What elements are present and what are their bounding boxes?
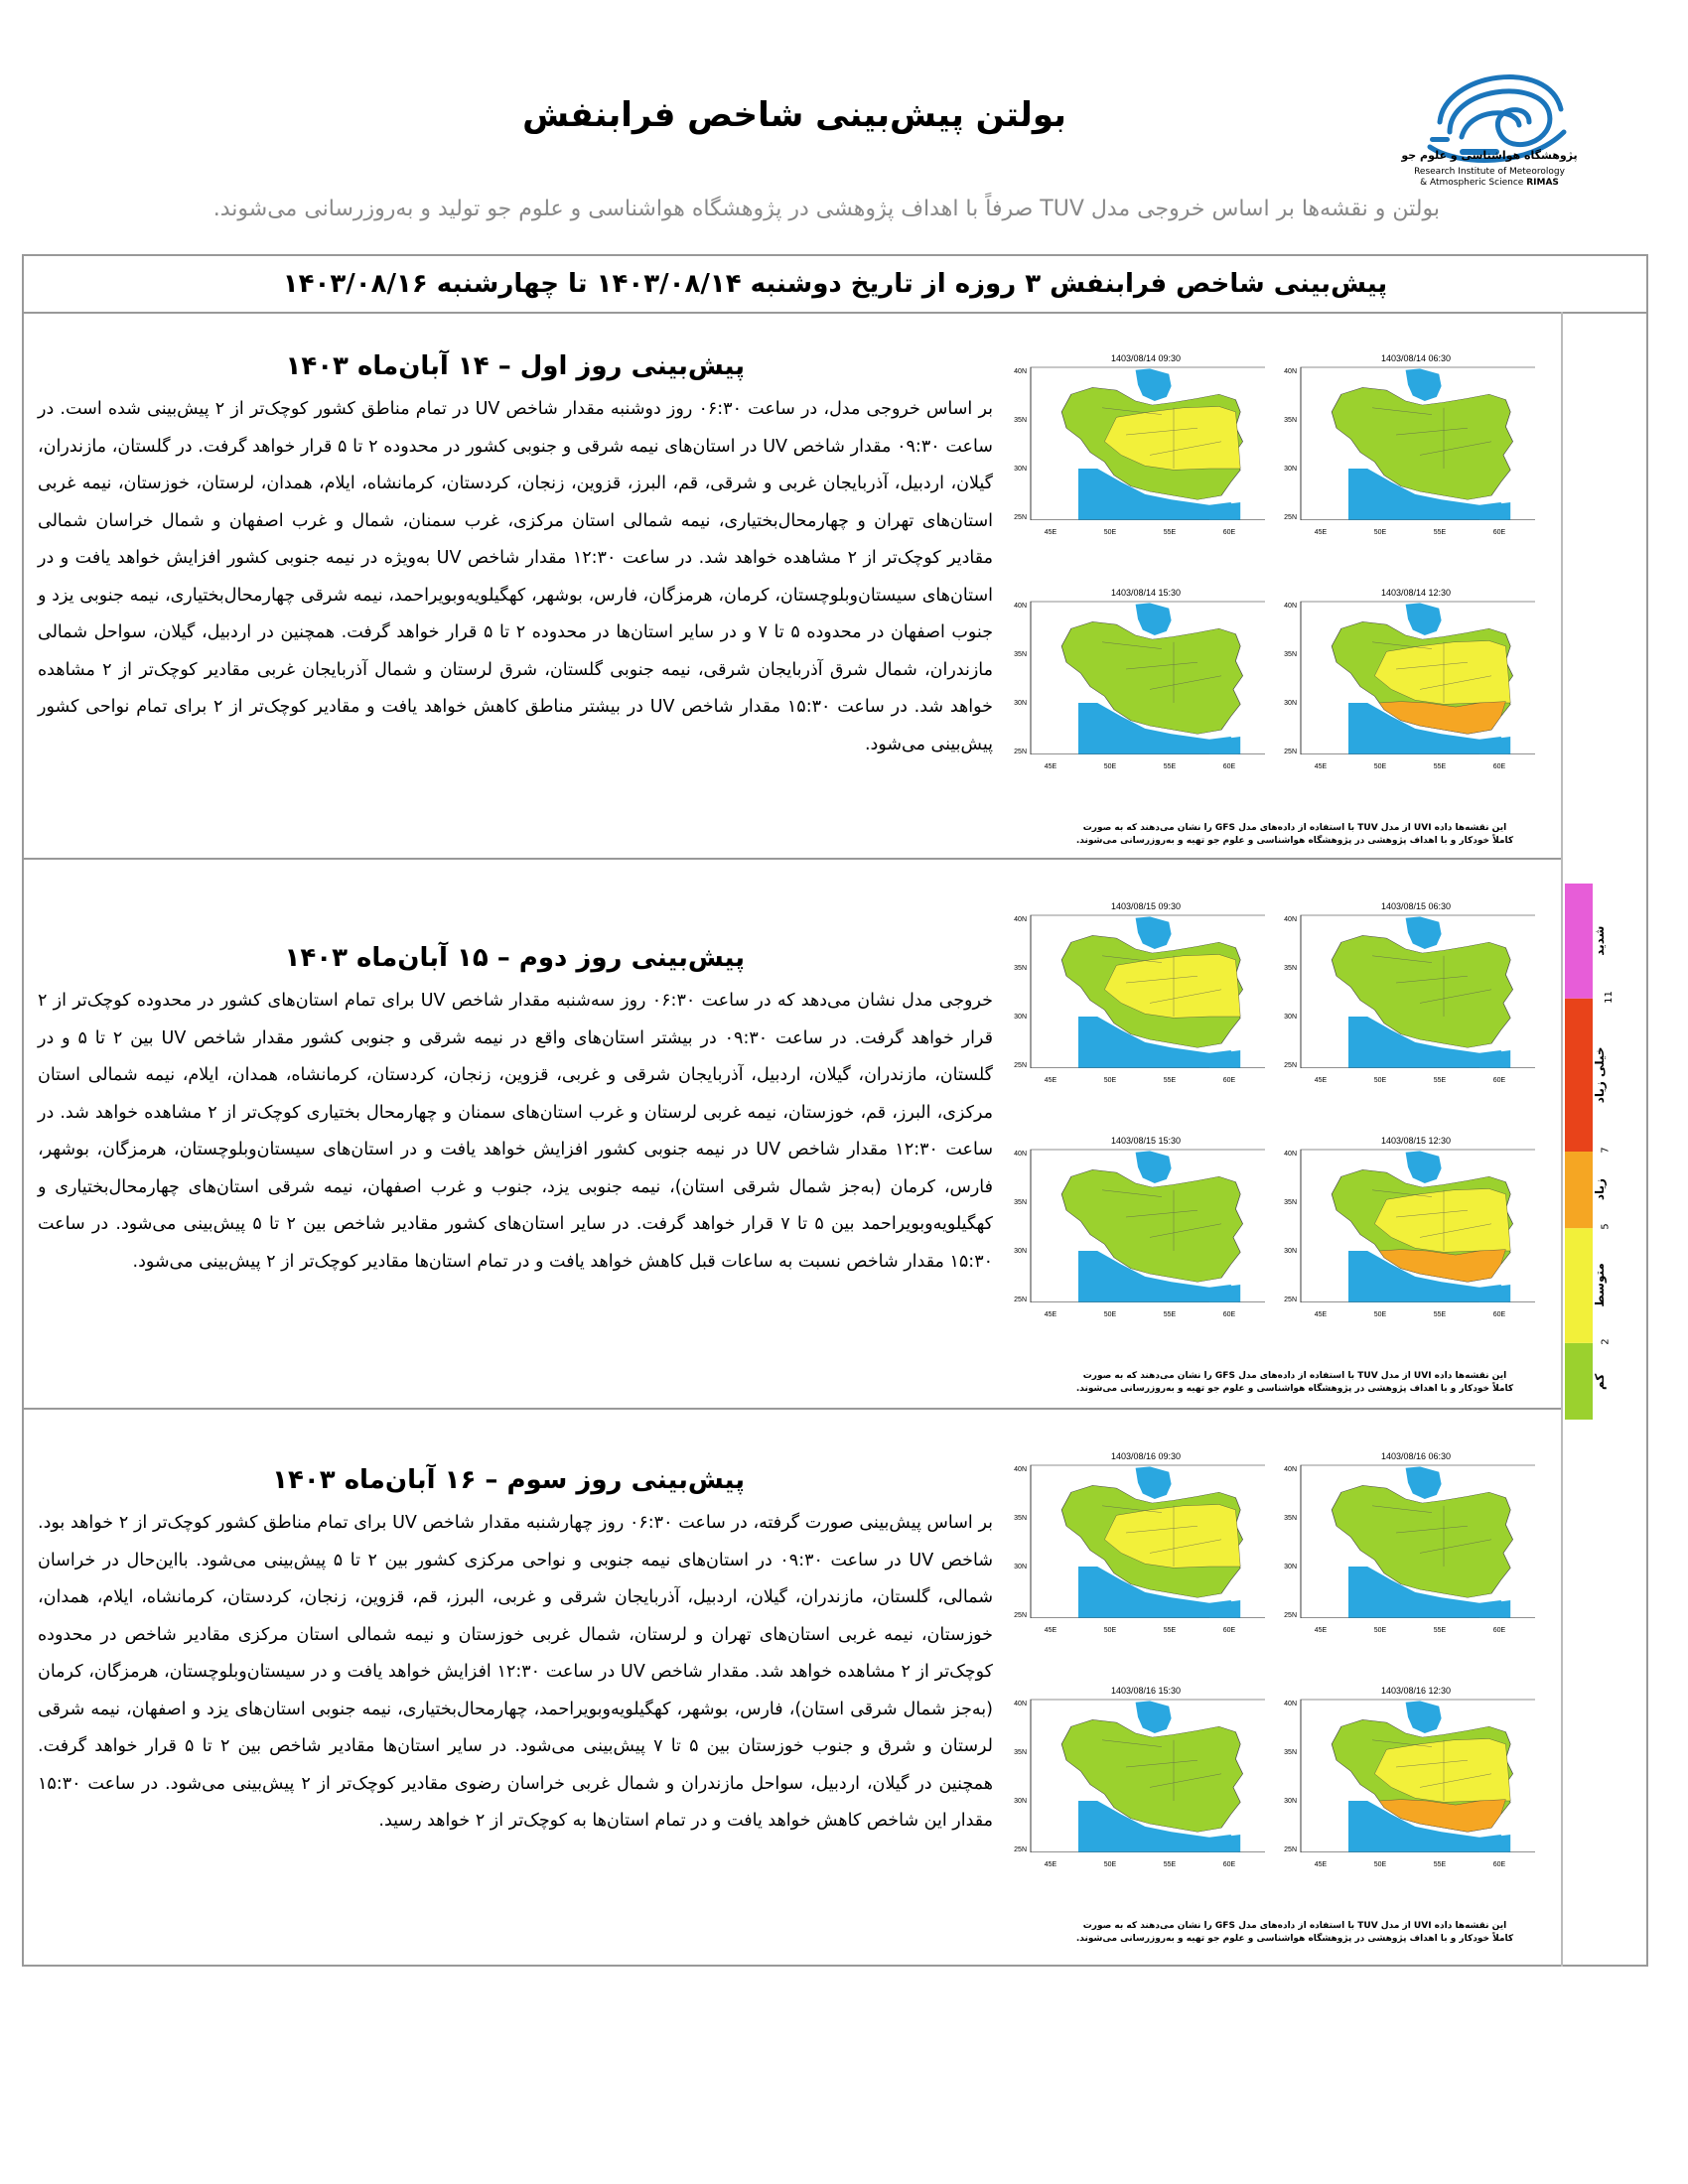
axis-lat-label: 35N — [1014, 965, 1027, 972]
axis-lat-label: 40N — [1284, 916, 1297, 923]
legend-label: کم — [1593, 1373, 1607, 1390]
axis-lat-label: 30N — [1284, 1014, 1297, 1021]
axis-lat-label: 40N — [1284, 368, 1297, 375]
axis-lat-label: 25N — [1284, 749, 1297, 755]
map-timestamp: 1403/08/15 12:30 — [1380, 1136, 1452, 1146]
axis-lat-label: 25N — [1014, 1062, 1027, 1069]
axis-lon-label: 45E — [1044, 1311, 1057, 1318]
day-1-maps — [997, 312, 1553, 858]
axis-lon-label: 45E — [1044, 1861, 1057, 1868]
axis-lon-label: 55E — [1433, 1861, 1447, 1868]
uv-legend — [1557, 884, 1622, 1420]
map-timestamp: 1403/08/14 09:30 — [1110, 353, 1182, 363]
map-grid — [997, 1410, 1553, 1946]
uv-map-panel — [1014, 1686, 1269, 1868]
axis-lon-label: 45E — [1314, 1627, 1328, 1634]
axis-lon-label: 55E — [1163, 763, 1177, 770]
axis-lat-label: 35N — [1284, 417, 1297, 424]
axis-lon-label: 50E — [1103, 529, 1117, 536]
axis-lat-label: 25N — [1014, 1846, 1027, 1853]
map-timestamp: 1403/08/16 09:30 — [1110, 1451, 1182, 1461]
legend-swatch — [1565, 999, 1593, 1152]
axis-lon-label: 45E — [1044, 529, 1057, 536]
axis-lon-label: 50E — [1373, 1627, 1387, 1634]
axis-lon-label: 60E — [1492, 1077, 1506, 1084]
map-timestamp: 1403/08/15 09:30 — [1110, 901, 1182, 911]
day-3-maps — [997, 1410, 1553, 1967]
axis-lat-label: 30N — [1014, 700, 1027, 707]
uv-map-panel — [1014, 588, 1269, 770]
axis-lat-label: 30N — [1014, 1014, 1027, 1021]
axis-lon-label: 55E — [1433, 763, 1447, 770]
axis-lat-label: 30N — [1014, 466, 1027, 473]
section-day-3 — [24, 1410, 1561, 1967]
axis-lon-label: 50E — [1373, 529, 1387, 536]
logo-text-en — [1400, 167, 1579, 189]
axis-lat-label: 25N — [1014, 514, 1027, 521]
uv-map-panel — [1014, 1451, 1269, 1634]
axis-lon-label: 55E — [1433, 1627, 1447, 1634]
axis-lat-label: 35N — [1284, 651, 1297, 658]
section-day-1 — [24, 312, 1561, 860]
axis-lon-label: 55E — [1163, 529, 1177, 536]
axis-lon-label: 45E — [1314, 1861, 1328, 1868]
legend-swatch — [1565, 884, 1593, 999]
map-grid — [997, 860, 1553, 1396]
axis-lon-label: 50E — [1373, 763, 1387, 770]
legend-label: متوسط — [1593, 1263, 1607, 1308]
axis-lat-label: 30N — [1014, 1248, 1027, 1255]
uv-map-panel — [1284, 1686, 1539, 1868]
map-grid — [997, 312, 1553, 848]
legend-label: زیاد — [1593, 1178, 1607, 1201]
axis-lon-label: 60E — [1492, 763, 1506, 770]
forecast-header: پیش‌بینی شاخص فرابنفش ۳ روزه از تاریخ دوشنبه ۱۴۰۳/۰۸/۱۴ تا چهارشنبه ۱۴۰۳/۰۸/۱۶ — [24, 256, 1646, 314]
axis-lon-label: 45E — [1044, 1627, 1057, 1634]
day-1-title: پیش‌بینی روز اول – ۱۴ آبان‌ماه ۱۴۰۳ — [285, 351, 745, 381]
axis-lat-label: 35N — [1284, 1749, 1297, 1756]
axis-lon-label: 45E — [1314, 763, 1328, 770]
axis-lat-label: 35N — [1014, 651, 1027, 658]
axis-lon-label: 45E — [1314, 1077, 1328, 1084]
axis-lat-label: 30N — [1284, 700, 1297, 707]
axis-lat-label: 35N — [1014, 417, 1027, 424]
axis-lon-label: 60E — [1222, 763, 1236, 770]
axis-lon-label: 55E — [1163, 1311, 1177, 1318]
axis-lat-label: 40N — [1014, 1151, 1027, 1158]
day-3-body: بر اساس پیش‌بینی صورت گرفته، در ساعت ۰۶:۳۰ روز چهارشنبه مقدار شاخص UV برای تمام مناطق کشور کوچک‌تر از ۲ خواهد بود. شاخص UV در ساعت ۰۹:۳۰ در استان‌های نیمه جنوبی و نواحی مرکزی کشور بین ۲ تا ۵ پیش‌بینی می‌شود. بااین‌حال در خراسان شمالی، گلستان، مازندران، گیلان، اردبیل، آذربایجان شرقی و غربی، البرز، قم، قزوین، زنجان، کردستان، کرمانشاه، ایلام، همدان، خوزستان، نیمه غربی استان‌های تهران و لرستان، شمال غربی خوزستان و نیمه شمالی استان مرکزی مقادیر شاخص در محدوده کوچک‌تر از ۲ مشاهده خواهد شد. مقدار شاخص UV در ساعت ۱۲:۳۰ افزایش خواهد یافت و در سیستان‌وبلوچستان، هرمزگان، کرمان (به‌جز شمال شرقی استان)، فارس، بوشهر، کهگیلویه‌وبویراحمد، چهارمحال‌بختیاری، نیمه جنوبی استان‌های یزد و اصفهان، نیمه شرقی لرستان و شرق و جنوب خوزستان بین ۵ تا ۷ پیش‌بینی می‌شود. در سایر استان‌ها مقادیر شاخص بین ۲ تا ۵ قرار خواهد گرفت. همچنین در گیلان، اردبیل، سواحل مازندران و شمال غربی خراسان رضوی مقادیر کوچک‌تر از ۲ پیش‌بینی می‌شود. در ساعت ۱۵:۳۰ مقدار این شاخص کاهش خواهد یافت و در تمام استان‌ها به کوچک‌تر از ۲ خواهد رسید. — [38, 1513, 994, 1831]
map-caption-line: کاملاً خودکار و با اهداف پژوهشی در پژوهشگاه هواشناسی و علوم جو تهیه و به‌روزرسانی می‌شوند. — [1075, 1384, 1514, 1394]
uv-legend-colorbar — [1565, 884, 1593, 1420]
axis-lon-label: 50E — [1103, 1627, 1117, 1634]
day-1-body: بر اساس خروجی مدل، در ساعت ۰۶:۳۰ روز دوشنبه مقدار شاخص UV در تمام مناطق کشور کوچک‌تر از ۲ پیش‌بینی شده است. در ساعت ۰۹:۳۰ مقدار شاخص UV در استان‌های نیمه شرقی و جنوبی کشور در محدوده ۲ تا ۵ قرار خواهد گرفت. در گلستان، مازندران، گیلان، اردبیل، آذربایجان غربی و شرقی، قم، البرز، قزوین، زنجان، کردستان، کرمانشاه، ایلام، همدان، لرستان، خوزستان، نیمه غربی استان‌های تهران و چهارمحال‌بختیاری، نیمه شمالی استان مرکزی، غرب سمنان، شمال و غرب اصفهان و شمال خراسان شمالی مقادیر کوچک‌تر از ۲ مشاهده خواهد شد. در ساعت ۱۲:۳۰ مقدار شاخص UV به‌ویژه در نیمه جنوبی کشور افزایش خواهد یافت و در استان‌های سیستان‌وبلوچستان، کرمان، هرمزگان، فارس، بوشهر، کهگیلویه‌وبویراحمد، نیمه شرقی چهارمحال‌بختیاری، نیمه جنوبی یزد و جنوب اصفهان در محدوده ۵ تا ۷ و در سایر استان‌ها در محدوده ۲ تا ۵ قرار خواهد گرفت. همچنین در اردبیل، گیلان، سواحل شمالی مازندران، شمال شرق آذربایجان شرقی، نیمه جنوبی گلستان، شرق لرستان و شمال آذربایجان غربی مقادیر کوچک‌تر از ۲ مشاهده خواهد شد. در ساعت ۱۵:۳۰ مقدار شاخص UV در بیشتر مناطق کاهش خواهد یافت و مقادیر کوچک‌تر از ۲ برای تمام نواحی کشور پیش‌بینی می‌شود. — [38, 399, 994, 754]
day-2-body: خروجی مدل نشان می‌دهد که در ساعت ۰۶:۳۰ روز سه‌شنبه مقدار شاخص UV برای تمام استان‌های کشور در محدوده کوچک‌تر از ۲ قرار خواهد گرفت. در ساعت ۰۹:۳۰ در بیشتر استان‌های واقع در نیمه شرقی و جنوبی کشور مقدار شاخص UV بین ۲ تا ۵ و در گلستان، مازندران، گیلان، اردبیل، آذربایجان شرقی و غربی، قزوین، زنجان، کردستان، کرمانشاه، همدان، ایلام، نیمه شمالی استان مرکزی، البرز، قم، خوزستان، نیمه غربی لرستان و غرب استان‌های سمنان و چهارمحال بختیاری کوچک‌تر از ۲ مشاهده خواهد شد. در ساعت ۱۲:۳۰ مقدار شاخص UV در نیمه جنوبی کشور افزایش خواهد یافت و در استان‌های سیستان‌وبلوچستان، هرمزگان، بوشهر، فارس، کرمان (به‌جز شمال شرقی استان)، نیمه جنوبی یزد، جنوب و غرب اصفهان، نیمه شرقی استان‌های چهارمحال‌بختیاری و کهگیلویه‌وبویراحمد بین ۵ تا ۷ قرار خواهد گرفت. در سایر استان‌های کشور مقادیر شاخص بین ۲ تا ۵ پیش‌بینی می‌شود. در ساعت ۱۵:۳۰ مقدار شاخص نسبت به ساعات قبل کاهش خواهد یافت و در تمام استان‌ها مقادیر کوچک‌تر از ۲ پیش‌بینی می‌شود. — [38, 991, 994, 1272]
axis-lat-label: 30N — [1014, 1564, 1027, 1570]
legend-swatch — [1565, 1343, 1593, 1420]
axis-lat-label: 30N — [1284, 466, 1297, 473]
axis-lat-label: 25N — [1014, 1297, 1027, 1303]
map-timestamp: 1403/08/16 12:30 — [1380, 1686, 1452, 1696]
legend-label: شدید — [1593, 925, 1607, 956]
axis-lon-label: 60E — [1492, 1627, 1506, 1634]
uv-map-panel — [1284, 1451, 1539, 1634]
axis-lon-label: 50E — [1373, 1077, 1387, 1084]
day-1-text — [38, 351, 993, 763]
axis-lat-label: 25N — [1284, 1062, 1297, 1069]
axis-lon-label: 60E — [1492, 1311, 1506, 1318]
legend-swatch — [1565, 1228, 1593, 1343]
uv-map-panel — [1014, 353, 1269, 536]
axis-lat-label: 25N — [1014, 749, 1027, 755]
axis-lon-label: 60E — [1222, 1627, 1236, 1634]
legend-tick: 2 — [1600, 1338, 1612, 1345]
legend-label: خیلی زیاد — [1593, 1046, 1607, 1104]
axis-lon-label: 50E — [1103, 1861, 1117, 1868]
axis-lat-label: 40N — [1014, 603, 1027, 610]
logo-abbr: RIMAS — [1526, 178, 1559, 188]
uv-map-panel — [1284, 1136, 1539, 1318]
axis-lat-label: 40N — [1014, 916, 1027, 923]
day-3-title: پیش‌بینی روز سوم – ۱۶ آبان‌ماه ۱۴۰۳ — [272, 1465, 745, 1495]
map-caption-line: کاملاً خودکار و با اهداف پژوهشی در پژوهشگاه هواشناسی و علوم جو تهیه و به‌روزرسانی می‌شوند. — [1075, 836, 1514, 846]
day-2-text — [38, 943, 993, 1281]
forecast-table — [22, 254, 1648, 1967]
map-timestamp: 1403/08/14 06:30 — [1380, 353, 1452, 363]
day-2-title: پیش‌بینی روز دوم – ۱۵ آبان‌ماه ۱۴۰۳ — [284, 943, 745, 973]
axis-lon-label: 60E — [1222, 1077, 1236, 1084]
axis-lat-label: 40N — [1284, 1151, 1297, 1158]
axis-lon-label: 60E — [1492, 529, 1506, 536]
map-timestamp: 1403/08/15 15:30 — [1110, 1136, 1182, 1146]
axis-lat-label: 35N — [1284, 1515, 1297, 1522]
axis-lon-label: 60E — [1222, 1311, 1236, 1318]
axis-lat-label: 30N — [1284, 1248, 1297, 1255]
axis-lon-label: 45E — [1044, 763, 1057, 770]
axis-lat-label: 40N — [1014, 1466, 1027, 1473]
axis-lat-label: 40N — [1014, 368, 1027, 375]
logo-en-line2 — [1400, 178, 1579, 189]
map-caption-line: کاملاً خودکار و با اهداف پژوهشی در پژوهشگاه هواشناسی و علوم جو تهیه و به‌روزرسانی می‌شوند. — [1075, 1934, 1514, 1944]
map-caption-line: این نقشه‌ها داده UVI از مدل TUV با استفاده از داده‌های مدل GFS را نشان می‌دهند که به صورت — [1082, 1371, 1507, 1381]
axis-lon-label: 50E — [1373, 1311, 1387, 1318]
map-timestamp: 1403/08/16 06:30 — [1380, 1451, 1452, 1461]
axis-lat-label: 30N — [1014, 1798, 1027, 1805]
map-caption-line: این نقشه‌ها داده UVI از مدل TUV با استفاده از داده‌های مدل GFS را نشان می‌دهند که به صورت — [1082, 823, 1507, 833]
axis-lon-label: 55E — [1433, 1077, 1447, 1084]
axis-lat-label: 25N — [1284, 1297, 1297, 1303]
map-timestamp: 1403/08/15 06:30 — [1380, 901, 1452, 911]
axis-lon-label: 60E — [1222, 529, 1236, 536]
axis-lat-label: 25N — [1014, 1612, 1027, 1619]
axis-lon-label: 55E — [1163, 1077, 1177, 1084]
map-caption-line: این نقشه‌ها داده UVI از مدل TUV با استفاده از داده‌های مدل GFS را نشان می‌دهند که به صورت — [1082, 1921, 1507, 1931]
uv-map-panel — [1284, 588, 1539, 770]
axis-lat-label: 30N — [1284, 1564, 1297, 1570]
axis-lon-label: 55E — [1433, 529, 1447, 536]
uv-map-panel — [1284, 901, 1539, 1084]
axis-lon-label: 60E — [1222, 1861, 1236, 1868]
logo-text-fa: پژوهشگاه هواشناسی و علوم جو — [1401, 149, 1578, 162]
axis-lon-label: 50E — [1103, 1077, 1117, 1084]
day-3-text — [38, 1465, 993, 1841]
axis-lon-label: 50E — [1373, 1861, 1387, 1868]
day-2-maps — [997, 860, 1553, 1408]
axis-lat-label: 25N — [1284, 514, 1297, 521]
bulletin-title: بولتن پیش‌بینی شاخص فرابنفش — [522, 95, 1066, 135]
legend-tick: 7 — [1600, 1147, 1612, 1154]
logo-en-line2-text: & Atmospheric Science — [1420, 178, 1524, 188]
map-timestamp: 1403/08/14 12:30 — [1380, 588, 1452, 598]
axis-lat-label: 35N — [1014, 1749, 1027, 1756]
legend-swatch — [1565, 1152, 1593, 1228]
axis-lat-label: 35N — [1014, 1515, 1027, 1522]
map-timestamp: 1403/08/16 15:30 — [1110, 1686, 1182, 1696]
axis-lon-label: 55E — [1163, 1627, 1177, 1634]
map-timestamp: 1403/08/14 15:30 — [1110, 588, 1182, 598]
axis-lat-label: 40N — [1014, 1701, 1027, 1707]
axis-lat-label: 35N — [1284, 965, 1297, 972]
axis-lon-label: 45E — [1314, 1311, 1328, 1318]
axis-lat-label: 40N — [1284, 603, 1297, 610]
legend-tick: 11 — [1603, 990, 1615, 1004]
axis-lat-label: 35N — [1284, 1199, 1297, 1206]
axis-lat-label: 30N — [1284, 1798, 1297, 1805]
axis-lat-label: 40N — [1284, 1701, 1297, 1707]
axis-lon-label: 50E — [1103, 763, 1117, 770]
logo-en-line1: Research Institute of Meteorology — [1414, 167, 1565, 177]
axis-lat-label: 25N — [1284, 1612, 1297, 1619]
axis-lon-label: 60E — [1492, 1861, 1506, 1868]
axis-lon-label: 50E — [1103, 1311, 1117, 1318]
uv-map-panel — [1014, 901, 1269, 1084]
bulletin-subtitle: بولتن و نقشه‌ها بر اساس خروجی مدل TUV صرفاً با اهداف پژوهشی در پژوهشگاه هواشناسی و علوم جو تولید و به‌روزرسانی می‌شوند. — [212, 197, 1440, 221]
section-day-2 — [24, 860, 1561, 1410]
legend-tick: 5 — [1600, 1223, 1612, 1230]
uv-map-panel — [1014, 1136, 1269, 1318]
axis-lon-label: 45E — [1314, 529, 1328, 536]
axis-lat-label: 25N — [1284, 1846, 1297, 1853]
uv-map-panel — [1284, 353, 1539, 536]
axis-lon-label: 45E — [1044, 1077, 1057, 1084]
axis-lon-label: 55E — [1433, 1311, 1447, 1318]
axis-lat-label: 35N — [1014, 1199, 1027, 1206]
axis-lat-label: 40N — [1284, 1466, 1297, 1473]
axis-lon-label: 55E — [1163, 1861, 1177, 1868]
